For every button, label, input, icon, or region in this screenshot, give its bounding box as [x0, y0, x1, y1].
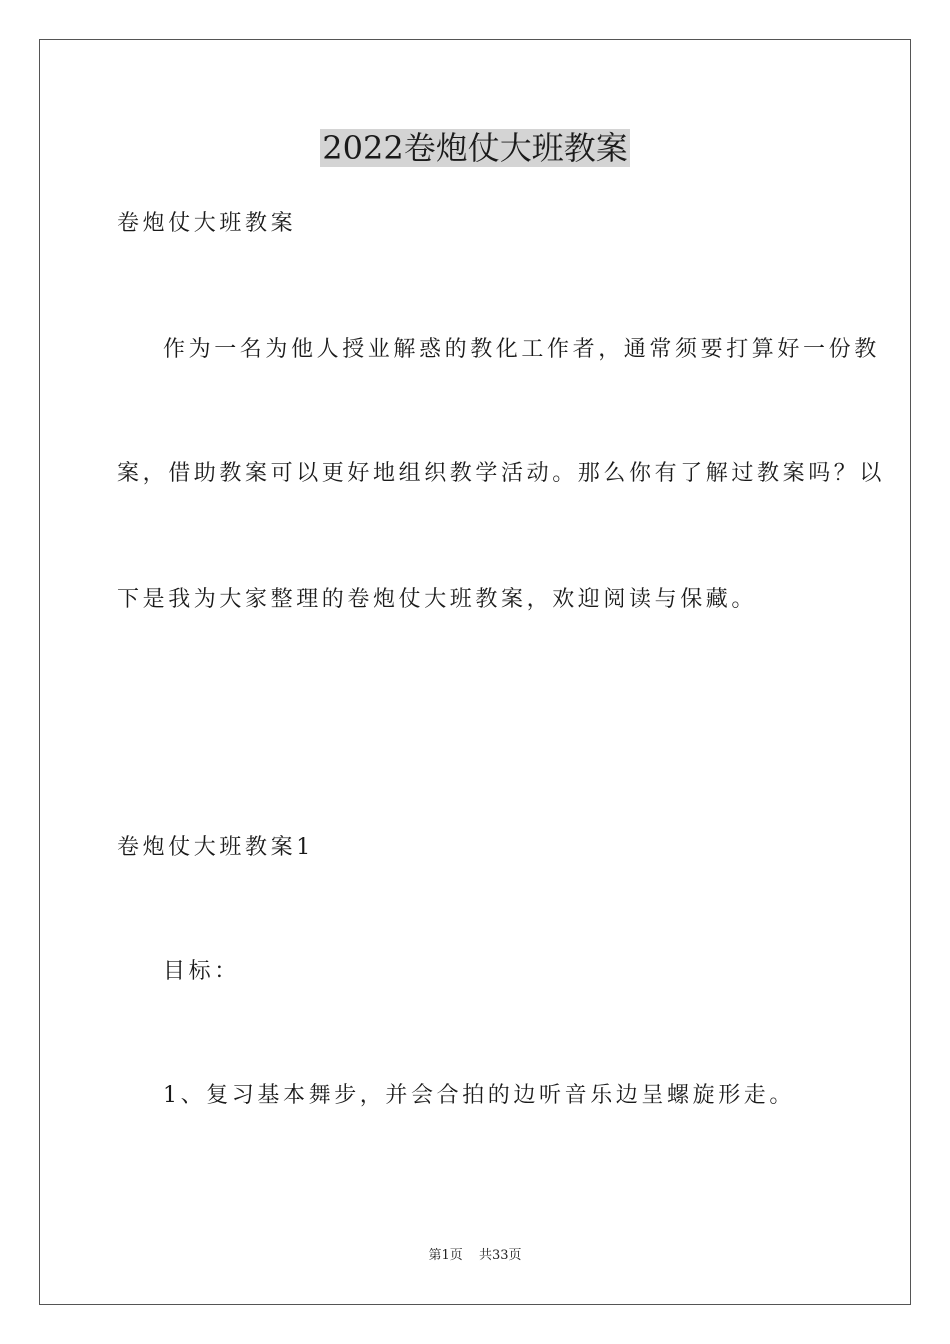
page-total: 共33页	[478, 1248, 522, 1263]
page-number: 第1页	[428, 1248, 463, 1263]
goal-label: 目标：	[163, 959, 240, 984]
intro-line-2: 案，借助教案可以更好地组织教学活动。那么你有了解过教案吗？以	[117, 461, 886, 486]
document-subtitle: 卷炮仗大班教案	[117, 211, 297, 236]
section-heading: 卷炮仗大班教案1	[117, 835, 314, 860]
page-footer	[0, 1246, 950, 1266]
intro-line-1: 作为一名为他人授业解惑的教化工作者，通常须要打算好一份教	[163, 337, 880, 362]
document-title	[0, 122, 950, 174]
goal-item-1: 1、复习基本舞步，并会合拍的边听音乐边呈螺旋形走。	[163, 1083, 795, 1108]
document-title-text: 2022卷炮仗大班教案	[322, 129, 628, 167]
intro-line-3: 下是我为大家整理的卷炮仗大班教案，欢迎阅读与保藏。	[117, 587, 758, 612]
